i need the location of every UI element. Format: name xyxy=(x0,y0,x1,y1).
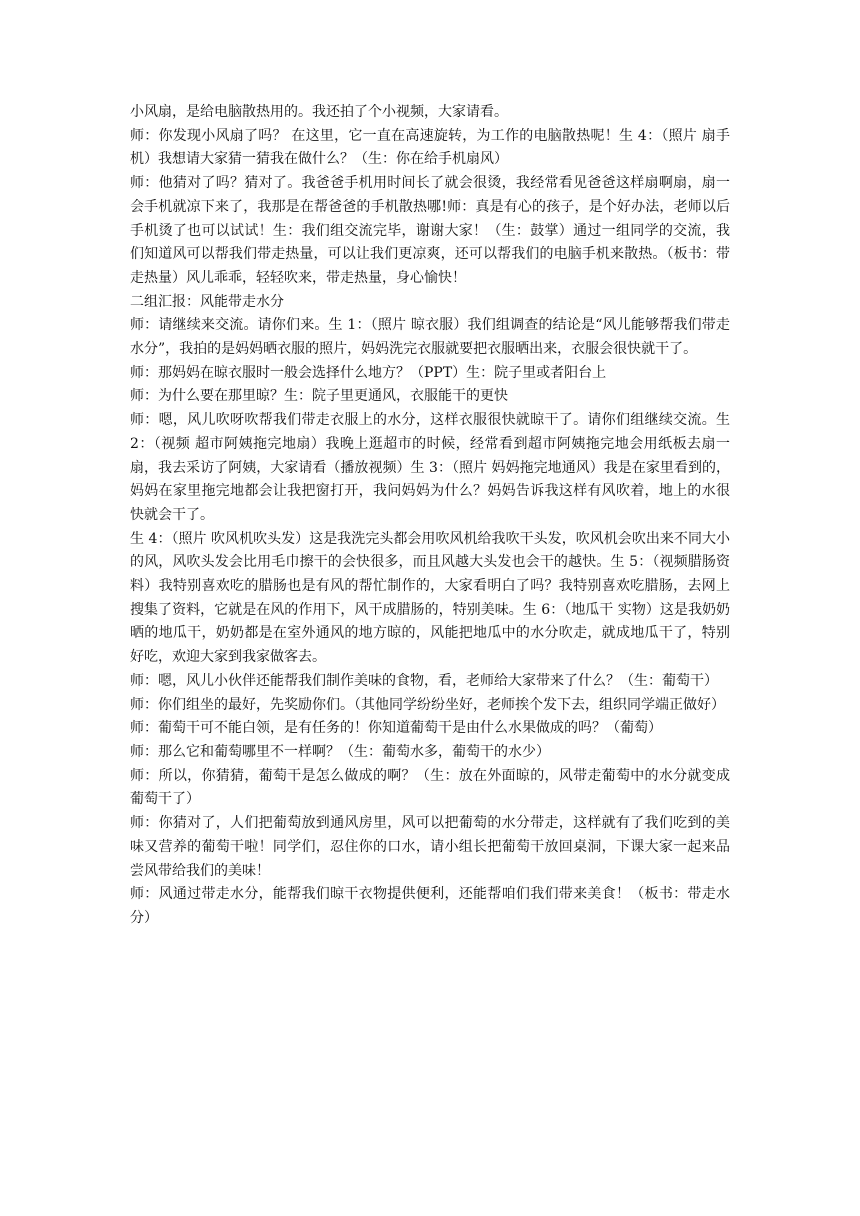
paragraph-phone-cooling: 师：他猜对了吗？猜对了。我爸爸手机用时间长了就会很烫，我经常看见爸爸这样扇啊扇，扇一会手机就凉下来了，我那是在帮爸爸的手机散热哪!师：真是有心的孩子，是个好办法，老师以后手机烫了也可以试试！生：我们组交流完毕，谢谢大家！（生：鼓掌）通过一组同学的交流，我们知道风可以帮我们带走热量，可以让我们更凉爽，还可以帮我们的电脑手机来散热。（板书：带走热量）风儿乖乖，轻轻吹来，带走热量，身心愉快！ xyxy=(130,175,730,286)
paragraph-difference: 师：那么它和葡萄哪里不一样啊？（生：葡萄水多，葡萄干的水少） xyxy=(130,743,550,760)
paragraph-what-fruit: 师：葡萄干可不能白领，是有任务的！你知道葡萄干是由什么水果做成的吗？（葡萄） xyxy=(130,720,662,737)
paragraph-hair-dryer-sausage: 生 4：（照片 吹风机吹头发）这是我洗完头都会用吹风机给我吹干头发，吹风机会吹出来不同大小的风，风吹头发会比用毛巾擦干的会快很多，而且风越大头发也会干的越快。生 5：（视频腊肠资料）我特别喜欢吃的腊肠也是有风的帮忙制作的，大家看明白了吗？我特别喜欢吃腊肠，去网上搜集了资料，它就是在风的作用下，风干成腊肠的，特别美味。生 6：（地瓜干 实物）这是我奶奶晒的地瓜干，奶奶都是在室外通风的地方晾的，风能把地瓜中的水分吹走，就成地瓜干了，特别好吃，欢迎大家到我家做客去。 xyxy=(130,530,730,666)
paragraph-how-made: 师：所以，你猜猜，葡萄干是怎么做成的啊？（生：放在外面晾的，风带走葡萄中的水分就变成葡萄干了） xyxy=(130,767,730,808)
paragraph-summary: 师：风通过带走水分，能帮我们晾干衣物提供便利，还能帮咱们我们带来美食！（板书：带走水分） xyxy=(130,886,730,926)
document-body xyxy=(130,101,730,931)
paragraph-where-to-dry: 师：那妈妈在晾衣服时一般会选择什么地方？（PPT）生：院子里或者阳台上 xyxy=(130,364,607,381)
paragraph-fan-question: 师：你发现小风扇了吗？ 在这里，它一直在高速旋转，为工作的电脑散热呢！生 4：（照片 扇手机）我想请大家猜一猜我在做什么？（生：你在给手机扇风） xyxy=(130,127,730,168)
paragraph-raisins-question: 师：嗯，风儿小伙伴还能帮我们制作美味的食物，看，老师给大家带来了什么？（生：葡萄干） xyxy=(130,672,718,689)
paragraph-why-there: 师：为什么要在那里晾？生：院子里更通风，衣服能干的更快 xyxy=(130,388,508,405)
paragraph-mopping-floor: 师：嗯，风儿吹呀吹帮我们带走衣服上的水分，这样衣服很快就晾干了。请你们组继续交流。生 2：（视频 超市阿姨拖完地扇）我晚上逛超市的时候，经常看到超市阿姨拖完地会用纸板去扇一扇，我去采访了阿姨，大家请看（播放视频）生 3：（照片 妈妈拖完地通风）我是在家里看到的，妈妈在家里拖完地都会让我把窗打开，我问妈妈为什么？妈妈告诉我这样有风吹着，地上的水很快就会干了。 xyxy=(130,412,730,523)
paragraph-drying-clothes: 师：请继续来交流。请你们来。生 1：（照片 晾衣服）我们组调查的结论是“风儿能够帮我们带走水分”，我拍的是妈妈晒衣服的照片，妈妈洗完衣服就要把衣服晒出来，衣服会很快就干了。 xyxy=(130,317,730,358)
paragraph-reward: 师：你们组坐的最好，先奖励你们。（其他同学纷纷坐好，老师挨个发下去，组织同学端正做好） xyxy=(130,696,725,713)
paragraph-fan-intro: 小风扇，是给电脑散热用的。我还拍了个小视频，大家请看。 xyxy=(130,104,508,120)
paragraph-guessed-right: 师：你猜对了，人们把葡萄放到通风房里，风可以把葡萄的水分带走，这样就有了我们吃到的美味又营养的葡萄干啦！同学们，忍住你的口水，请小组长把葡萄干放回桌洞，下课大家一起来品尝风带给我们的美味！ xyxy=(130,815,730,879)
section-heading-group-two: 二组汇报：风能带走水分 xyxy=(130,293,284,310)
